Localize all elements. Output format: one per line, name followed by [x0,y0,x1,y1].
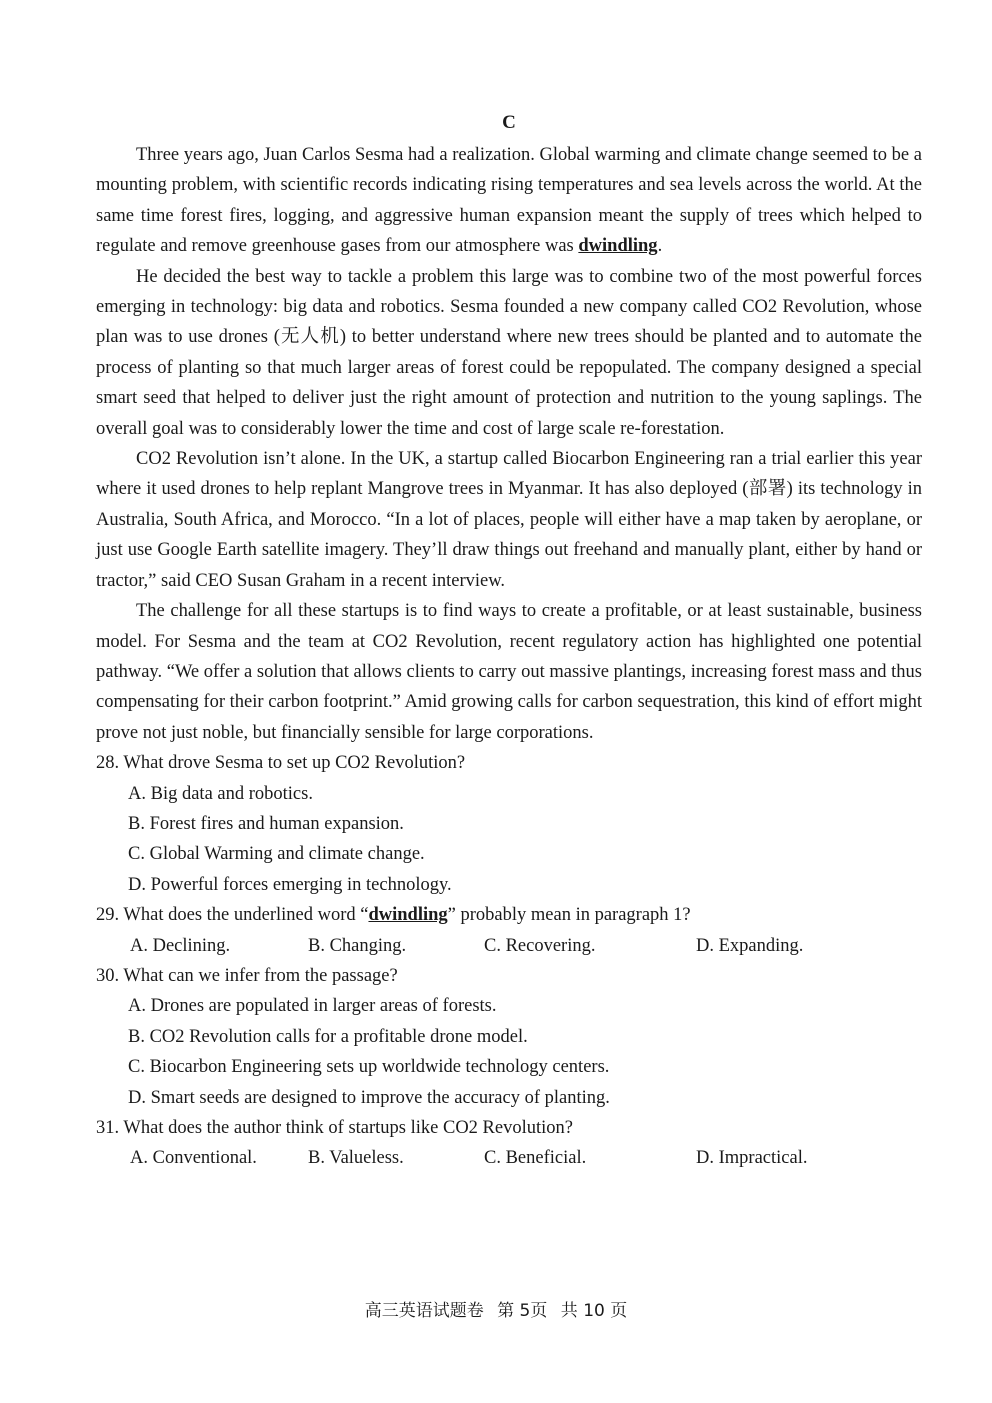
options-row [96,931,922,961]
paragraph-1 [96,140,922,262]
question-29 [96,900,922,961]
option-a[interactable]: A. Big data and robotics. [128,783,313,804]
paragraph-1-text-before: Three years ago, Juan Carlos Sesma had a realization. Global warming and climate change seemed to be a mounting problem, with scientific records indicating rising temperatures and sea levels across the world. At the same time forest fires, logging, and aggressive human expansion meant the supply of trees which helped to regulate and remove greenhouse gases from our atmosphere was [96,145,922,257]
option-c[interactable]: C. Recovering. [484,935,596,956]
question-30 [96,961,922,1113]
options-list [96,991,922,1113]
paragraph-4: The challenge for all these startups is to find ways to create a profitable, or at least sustainable, business model. For Sesma and the team at CO2 Revolution, recent regulatory action has highlighted one potential pathway. “We offer a solution that allows clients to carry out massive plantings, increasing forest mass and thus compensating for their carbon footprint.” Amid growing calls for carbon sequestration, this kind of effort might prove not just noble, but financially sensible for large corporations. [96,601,922,743]
option-c[interactable]: C. Global Warming and climate change. [128,844,425,865]
question-stem: 31. What does the author think of startups like CO2 Revolution? [96,1118,573,1138]
question-stem-after: ” probably mean in paragraph 1? [447,905,691,926]
option-a[interactable]: A. Declining. [130,935,231,956]
underlined-word: dwindling [578,236,658,257]
option-d[interactable]: D. Expanding. [696,935,804,956]
paragraph-3: CO2 Revolution isn’t alone. In the UK, a startup called Biocarbon Engineering ran a trial earlier this year where it used drones to help replant Mangrove trees in Myanmar. It has also deployed (部署) its technology in Australia, South Africa, and Morocco. “In a lot of places, people will either have a map taken by aeroplane, or just use Google Earth satellite imagery. They’ll draw things out freehand and manually plant, either by hand or tractor,” said CEO Susan Graham in a recent interview. [96,449,922,591]
option-d[interactable]: D. Powerful forces emerging in technology. [128,874,452,895]
option-c[interactable]: C. Beneficial. [484,1148,587,1169]
question-stem [96,900,922,930]
option-a[interactable]: A. Drones are populated in larger areas of forests. [128,996,497,1017]
option-b[interactable]: B. Valueless. [308,1148,404,1169]
question-28 [96,748,922,900]
page-footer [0,1296,992,1321]
exam-page [96,112,922,1174]
question-stem-before: 29. What does the underlined word “ [96,905,369,926]
paragraph-1-text-after: . [657,236,663,257]
footer-title: 高三英语试题卷 [364,1301,484,1321]
question-stem: 28. What drove Sesma to set up CO2 Revolution? [96,753,466,774]
underlined-word: dwindling [368,905,448,926]
option-b[interactable]: B. CO2 Revolution calls for a profitable drone model. [128,1026,528,1047]
question-31 [96,1113,922,1174]
option-d[interactable]: D. Impractical. [696,1148,808,1169]
question-stem: 30. What can we infer from the passage? [96,965,398,986]
options-row [96,1143,922,1173]
option-d[interactable]: D. Smart seeds are designed to improve the accuracy of planting. [128,1087,610,1108]
section-label: C [502,112,516,133]
footer-total-pages: 共 10 页 [560,1301,628,1321]
options-list [96,779,922,901]
option-c[interactable]: C. Biocarbon Engineering sets up worldwide technology centers. [128,1057,610,1078]
option-a[interactable]: A. Conventional. [130,1148,257,1169]
paragraph-2: He decided the best way to tackle a problem this large was to combine two of the most powerful forces emerging in technology: big data and robotics. Sesma founded a new company called CO2 Revolution, whose plan was to use drones (无人机) to better understand where new trees should be planted and to automate the process of planting so that much larger areas of forest could be repopulated. The company designed a special smart seed that helped to deliver just the right amount of protection and nutrition to the young saplings. The overall goal was to considerably lower the time and cost of large scale re-forestation. [96,266,922,439]
option-b[interactable]: B. Forest fires and human expansion. [128,813,404,834]
option-b[interactable]: B. Changing. [308,935,407,956]
footer-page-number: 第 5页 [497,1301,548,1321]
